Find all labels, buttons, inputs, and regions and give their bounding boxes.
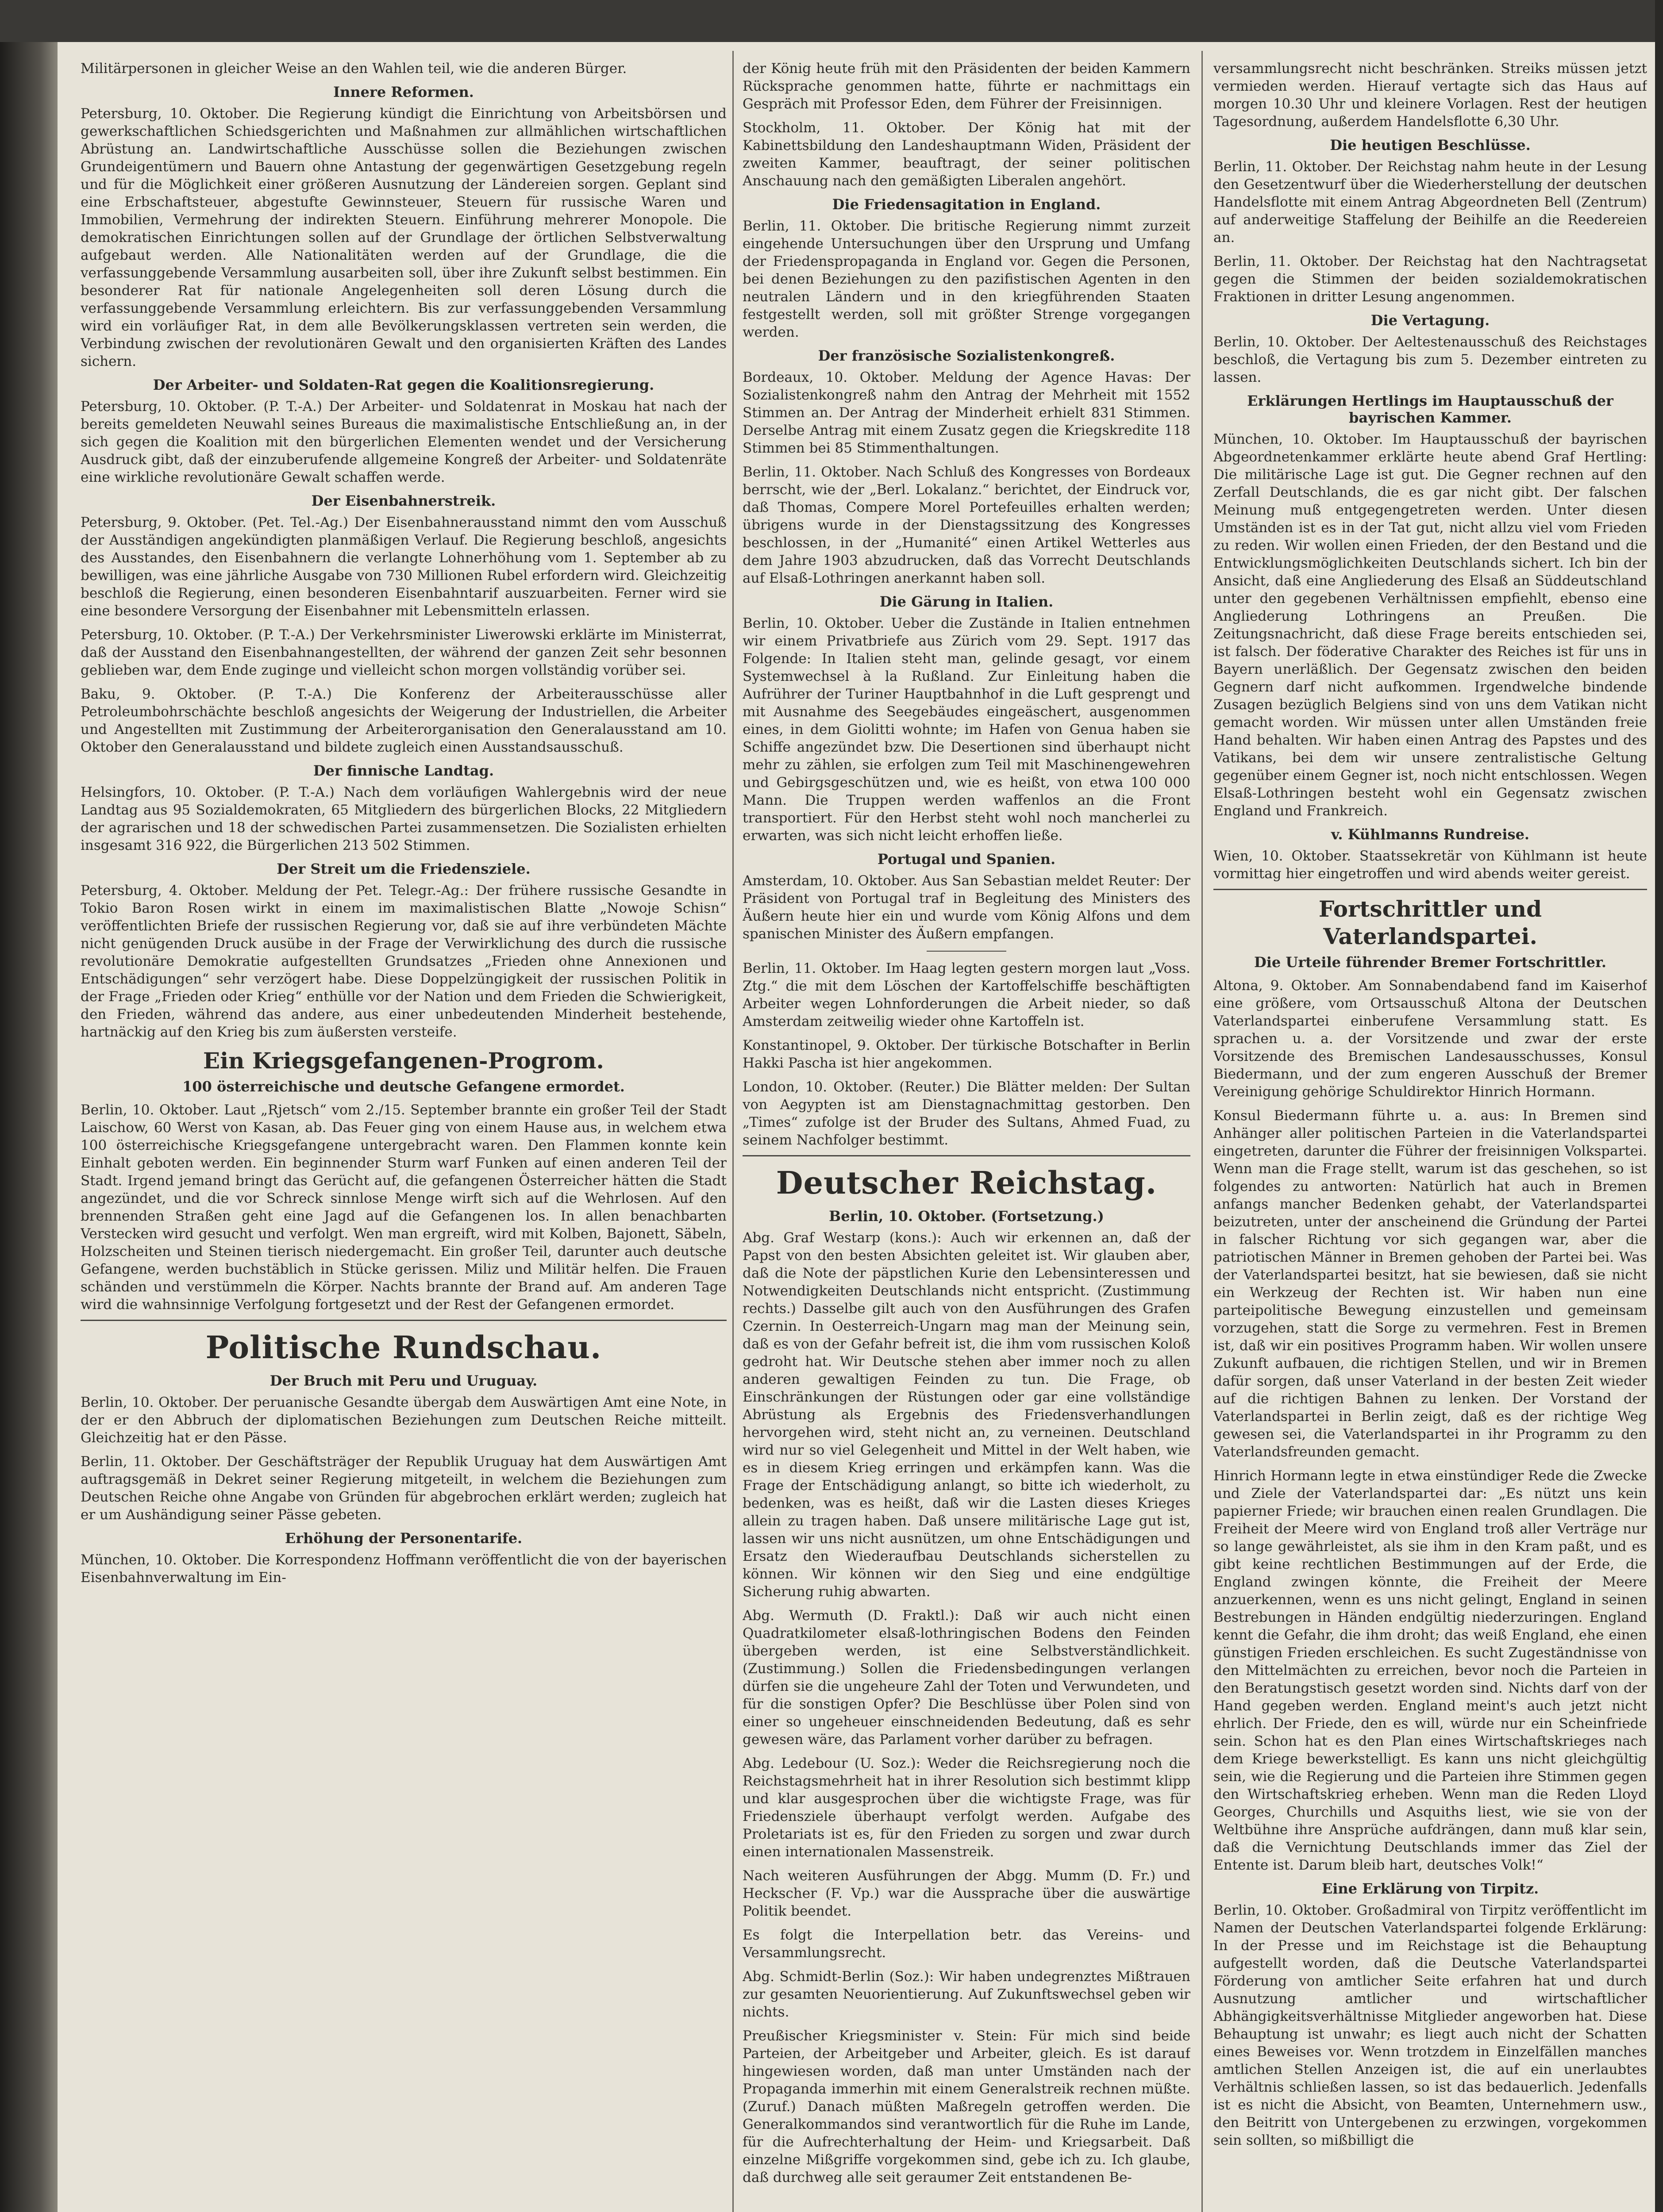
paragraph: Nach weiteren Ausführungen der Abgg. Mumm (D. Fr.) und Heckscher (F. Vp.) war die Aussprache über die auswärtige Politik beendet. bbox=[743, 1868, 1190, 1919]
paragraph: Berlin, 10. Oktober. Laut „Rjetsch“ vom 2./15. September brannte ein großer Teil der Stadt Laischow, 60 Werst von Kasan, ab. Das Feuer ging von einem Hause aus, in welchem etwa 100 österreichische Kriegsgefangene untergebracht waren. Den Flammen konnte kein Einhalt geboten werden. Ein beginnender Sturm warf Funken auf einen anderen Teil der Stadt. Irgend jemand bringt das Gerücht auf, die gefangenen Österreicher hätten die Stadt angezündet, und die vor Schreck sinnlose Menge wirft sich auf die Wehrlosen. Auf den brennenden Straßen geht eine Jagd auf die Gefangenen los. In allen benachbarten Verstecken wird gesucht und verfolgt. Wen man ergreift, wird mit Kolben, Bajonett, Säbeln, Holzscheiten und Steinen tierisch niedergemacht. Ein großer Teil, darunter auch deutsche Gefangene, werden buchstäblich in Stücke gerissen. Miliz und Militär helfen. Die Frauen schänden und verstümmeln die Körper. Nachts brannte der Brand auf. Am anderen Tage wird die wahnsinnige Verfolgung fortgesetzt und der Rest der Gefangenen ermordet. bbox=[81, 1102, 727, 1313]
paragraph: London, 10. Oktober. (Reuter.) Die Blätter melden: Der Sultan von Aegypten ist am Dienstagnachmittag gestorben. Den „Times“ zufolge ist der Bruder des Sultans, Ahmed Fuad, zu seinem Nachfolger bestimmt. bbox=[743, 1079, 1190, 1148]
section-heading: Die Vertagung. bbox=[1370, 312, 1490, 329]
paragraph: Berlin, 11. Oktober. Im Haag legten gestern morgen laut „Voss. Ztg.“ die mit dem Löschen der Kartoffelschiffe beschäftigten Arbeiter wegen Lohnforderungen die Arbeit nieder, so daß Amsterdam zeitweilig wieder ohne Kartoffeln ist. bbox=[743, 960, 1190, 1029]
paragraph: Berlin, 10. Oktober. Ueber die Zustände in Italien entnehmen wir einem Privatbriefe aus Zürich vom 29. Sept. 1917 das Folgende: In Italien steht man, gelinde gesagt, vor einem Systemwechsel à la Rußland. Zur Einleitung haben die Aufrührer der Turiner Hauptbahnhof in die Luft gesprengt und mit Ausnahme des Seegebäudes eingeäschert, ausgenommen eines, in dem Giolitti wohnte; im Hafen von Genua haben sie Schiffe angezündet bzw. Die Desertionen sind überhaupt nicht mehr zu zählen, sie erfolgen zum Teil mit Maschinengewehren und Gebirgsgeschützen und, wie es heißt, von etwa 100 000 Mann. Die Truppen werden waffenlos an die Front transportiert. Für den Herbst steht wohl noch mancherlei zu erwarten, was sich nicht leicht erhoffen ließe. bbox=[743, 615, 1190, 844]
subheadline: 100 österreichische und deutsche Gefangene ermordet. bbox=[182, 1078, 625, 1095]
section-heading: Portugal und Spanien. bbox=[877, 851, 1056, 868]
paragraph: Bordeaux, 10. Oktober. Meldung der Agence Havas: Der Sozialistenkongreß nahm den Antrag der Mehrheit mit 1552 Stimmen an. Der Antrag der Minderheit erhielt 831 Stimmen. Derselbe Antrag mit einem Zusatz gegen die Kriegskredite 118 Stimmen bei 85 Stimmenthaltungen. bbox=[743, 369, 1190, 456]
section-title: Politische Rundschau. bbox=[205, 1329, 602, 1366]
paragraph: Petersburg, 9. Oktober. (Pet. Tel.-Ag.) Der Eisenbahnerausstand nimmt den vom Ausschuß der Ausständigen angekündigten planmäßigen Verlauf. Die Regierung beschloß, angesichts des Ausstandes, den Eisenbahnern die verlangte Lohnerhöhung vom 1. September ab zu bewilligen, was eine jährliche Ausgabe von 730 Millionen Rubel erfordern wird. Gleichzeitig beschloß die Regierung, einen besonderen Eisenbahntarif auszuarbeiten. Ferner wird sie eine besondere Versorgung der Eisenbahner mit Lebensmitteln erlassen. bbox=[81, 515, 727, 619]
paragraph: Berlin, 11. Oktober. Der Reichstag hat den Nachtragsetat gegen die Stimmen der beiden sozialdemokratischen Fraktionen in dritter Lesung angenommen. bbox=[1213, 253, 1647, 305]
section-heading: Die Friedensagitation in England. bbox=[832, 196, 1101, 213]
divider bbox=[81, 1320, 727, 1321]
paragraph: Helsingfors, 10. Oktober. (P. T.-A.) Nach dem vorläufigen Wahlergebnis wird der neue Landtag aus 95 Sozialdemokraten, 65 Mitgliedern des bürgerlichen Blocks, 22 Mitgliedern der agrarischen und 18 der schwedischen Partei zusammensetzen. Die Sozialisten erhielten insgesamt 316 922, die Bürgerlichen 213 502 Stimmen. bbox=[81, 784, 727, 853]
section-heading: Der Bruch mit Peru und Uruguay. bbox=[269, 1372, 538, 1389]
paragraph: Petersburg, 4. Oktober. Meldung der Pet. Telegr.-Ag.: Der frühere russische Gesandte in Tokio Baron Rosen wirkt in einem im maximalistischen Blatte „Nowoje Schisn“ veröffentlichten Briefe der russischen Regierung vor, daß sie auf ihre verbündeten Mächte nicht genügenden Druck ausübe in der Frage der Verwirklichung des durch die russische revolutionäre Demokratie aufgestellten Grundsatzes „Frieden ohne Annexionen und Entschädigungen“ sehr verzögert habe. Diese Doppelzüngigkeit der russischen Politik in der Frage „Frieden oder Krieg“ enthülle vor der Nation und dem Frieden die Schwierigkeit, den Frieden, während das andere, aus einer unbedeutenden Minderheit bestehende, hartnäckig auf den Krieg bis zum äußersten versteife. bbox=[81, 883, 727, 1040]
column-left bbox=[81, 60, 727, 1593]
paragraph: Berlin, 11. Oktober. Der Geschäftsträger der Republik Uruguay hat dem Auswärtigen Amt auftragsgemäß in Dekret seiner Regierung mitgeteilt, in welchem die Beziehungen zum Deutschen Reiche ohne Angabe von Gründen für abgebrochen erklärt werden; zugleich hat er um Aushändigung seiner Pässe gebeten. bbox=[81, 1454, 727, 1523]
paragraph: Abg. Schmidt-Berlin (Soz.): Wir haben undegrenztes Mißtrauen zur gesamten Neuorientierung. Auf Zukunftswechsel geben wir nichts. bbox=[743, 1969, 1190, 2020]
paragraph: München, 10. Oktober. Die Korrespondenz Hoffmann veröffentlicht die von der bayerischen Eisenbahnverwaltung im Ein- bbox=[81, 1552, 727, 1586]
divider bbox=[1213, 889, 1647, 890]
section-heading: Innere Reformen. bbox=[333, 84, 474, 100]
dateline: Berlin, 10. Oktober. (Fortsetzung.) bbox=[829, 1208, 1104, 1225]
divider bbox=[927, 951, 1006, 952]
subheadline: Die Urteile führender Bremer Fortschrittler. bbox=[1254, 954, 1606, 971]
paragraph: der König heute früh mit den Präsidenten der beiden Kammern Rücksprache genommen hatte, führte er nachmittags ein Gespräch mit Professor Eden, dem Führer der Freisinnigen. bbox=[743, 61, 1190, 112]
paragraph: versammlungsrecht nicht beschränken. Streiks müssen jetzt vermieden werden. Hierauf vertagte sich das Haus auf morgen 10.30 Uhr und kleinere Vorlagen. Rest der heutigen Tagesordnung, außerdem Handelsflotte 6,30 Uhr. bbox=[1213, 61, 1647, 130]
section-title: Deutscher Reichstag. bbox=[776, 1164, 1157, 1201]
paragraph: Konsul Biedermann führte u. a. aus: In Bremen sind Anhänger aller politischen Parteien in die Vaterlandspartei eingetreten, darunter die Führer der freisinnigen Volkspartei. Wenn man die Frage stellt, warum ist das geschehen, so ist folgendes zu antworten: Natürlich hat auch in Bremen anfangs mancher Bedenken gehabt, der Vaterlandspartei beizutreten, unter der anscheinend die Gründung der Partei in falscher Richtung vor sich gegangen war, aber die patriotischen Männer in Bremen gehoben der Partei bei. Was der Vaterlandspartei besitzt, hat sie bewiesen, daß sie nicht ein Werkzeug der Rechten ist. Wir haben nun eine parteipolitische Bewegung einzustellen und gemeinsam vorzugehen, statt die Sorge zu vermehren. Fest in Bremen ist, daß wir ein positives Programm haben. Wir wollen unsere Zukunft aufbauen, die richtigen Stellen, und wir in Bremen dafür sorgen, daß unser Vaterland in der besten Zeit wieder auf die richtigen Bahnen zu lenken. Der Vorstand der Vaterlandspartei in Berlin zeigt, daß es der richtige Weg gewesen sei, die Vaterlandspartei in ihr Programm zu den Vaterlandsfreunden gemacht. bbox=[1213, 1108, 1647, 1460]
divider bbox=[743, 1155, 1190, 1156]
paragraph: Berlin, 10. Oktober. Großadmiral von Tirpitz veröffentlicht im Namen der Deutschen Vaterlandspartei folgende Erklärung: In der Presse und im Reichstage ist die Behauptung aufgestellt worden, daß die Deutsche Vaterlandspartei Förderung von amtlicher Seite erfahren hat und durch Ausnutzung amtlicher und wirtschaftlicher Abhängigkeitsverhältnisse Mitglieder angeworben hat. Diese Behauptung ist unwahr; es liegt auch nicht der Schatten eines Beweises vor. Wenn trotzdem in Einzelfällen manches amtlichen Stellen Anzeigen ist, die auf ein unerlaubtes Verhältnis schließen lassen, so ist das bedauerlich. Jedenfalls ist es nicht die Absicht, von Beamten, Unternehmern usw., den Beitritt von Untergebenen zu erzwingen, vorgekommen sein sollten, so mißbilligt die bbox=[1213, 1902, 1647, 2148]
paragraph: Amsterdam, 10. Oktober. Aus San Sebastian meldet Reuter: Der Präsident von Portugal traf in Begleitung des Ministers des Äußern heute hier ein und wurde vom König Alfons und dem spanischen Minister des Äußern empfangen. bbox=[743, 873, 1190, 942]
paragraph: Petersburg, 10. Oktober. (P. T.-A.) Der Arbeiter- und Soldatenrat in Moskau hat nach der bereits gemeldeten Neuwahl seines Bureaus die maximalistische Entschließung an, in der sich gegen die Koalition mit den bürgerlichen Elementen wendet und der Versicherung Ausdruck gibt, daß der einzuberufende allgemeine Kongreß der Arbeiter- und Soldatenräte eine wirkliche revolutionäre Gewalt schaffen werde. bbox=[81, 399, 727, 485]
headline: Fortschrittler und Vaterlandspartei. bbox=[1318, 896, 1542, 949]
paragraph: Berlin, 11. Oktober. Der Reichstag nahm heute in der Lesung den Gesetzentwurf über die Wiederherstellung der deutschen Handelsflotte mit einem Antrag Abgeordneten Bell (Zentrum) auf anderweitige Staffelung der Beihilfe an die Reedereien an. bbox=[1213, 159, 1647, 246]
book-binding bbox=[0, 42, 58, 2212]
paragraph: Altona, 9. Oktober. Am Sonnabendabend fand im Kaiserhof eine größere, vom Ortsausschuß Altona der Deutschen Vaterlandspartei einberufene Versammlung statt. Es sprachen u. a. der Vorsitzende und zwar der erste Vorsitzende des Bremischen Landesausschusses, Konsul Biedermann, und der zum engeren Ausschuß der Bremer Vereinigung gehörige Schuldirektor Hinrich Hormann. bbox=[1213, 978, 1647, 1100]
newspaper-page bbox=[58, 42, 1655, 2212]
section-heading: Eine Erklärung von Tirpitz. bbox=[1321, 1880, 1539, 1897]
section-heading: Der finnische Landtag. bbox=[313, 762, 494, 779]
paragraph: Petersburg, 10. Oktober. (P. T.-A.) Der Verkehrsminister Liwerowski erklärte im Ministerrat, daß der Ausstand den Eisenbahnangestellten, der während der ganzen Zeit sehr besonnen geblieben war, dem Ende zuginge und vielleicht schon morgen vollständig vorüber sei. bbox=[81, 627, 727, 678]
paragraph: Petersburg, 10. Oktober. Die Regierung kündigt die Einrichtung von Arbeitsbörsen und gewerkschaftlichen Schiedsgerichten und Maßnahmen zur allmählichen wirtschaftlichen Abrüstung an. Landwirtschaftliche Ausschüsse sollen die Beziehungen zwischen Grundeigentümern und Bauern ohne Antastung der gegenwärtigen Gesetzgebung regeln und für die Möglichkeit einer größeren Ausnutzung der Ländereien sorgen. Geplant sind eine Erbschaftsteuer, abgestufte Gewinnsteuer, Steuern für russische Waren und Immobilien, Vermehrung der indirekten Steuern. Einführung mehrerer Monopole. Die demokratischen Einrichtungen sollen auf der Grundlage der örtlichen Selbstverwaltung aufgebaut werden. Alle Nationalitäten werden auf der Grundlage, die die verfassunggebende Versammlung ausarbeiten soll, über ihre Zukunft selbst bestimmen. Ein besonderer Rat für nationale Angelegenheiten soll deren Lösung durch die verfassunggebende Versammlung erleichtern. Bis zur verfassunggebenden Versammlung wird ein vorläufiger Rat, in dem alle Bevölkerungsklassen vertreten sein werden, die Verbindung zwischen der revolutionären Gewalt und den organisierten Kräften des Landes sichern. bbox=[81, 106, 727, 369]
column-rule bbox=[732, 51, 734, 2212]
page-edge bbox=[1655, 0, 1663, 2212]
paragraph: Berlin, 11. Oktober. Die britische Regierung nimmt zurzeit eingehende Untersuchungen über den Ursprung und Umfang der Friedenspropaganda in England vor. Gegen die Personen, bei denen Beziehungen zu den pazifistischen Agenten in den neutralen Ländern und in den kriegführenden Staaten festgestellt werden, soll mit größter Strenge vorgegangen werden. bbox=[743, 218, 1190, 340]
paragraph: Abg. Graf Westarp (kons.): Auch wir erkennen an, daß der Papst von den besten Absichten geleitet ist. Wir glauben aber, daß die Note der päpstlichen Kurie den Lebensinteressen und Notwendigkeiten Deutschlands nicht entspricht. (Zustimmung rechts.) Dasselbe gilt auch von den Ausführungen des Grafen Czernin. In Oesterreich-Ungarn mag man der Meinung sein, daß es von der Gefahr befreit ist, die ihm vom russischen Koloß gedroht hat. Wir Deutsche stehen aber immer noch zu allen anderen gewaltigen Feinden zu tun. Die Frage, ob Einschränkungen der Rüstungen oder gar eine vollständige Abrüstung als Ergebnis des Friedensverhandlungen hervorgehen wird, steht nicht an, zu verneinen. Deutschland wird nur so viel Gelegenheit und Mittel in der Welt haben, wie es in diesem Krieg erringen und erkämpfen kann. Was die Frage der Entschädigung anlangt, so bitte ich wiederholt, zu bedenken, was es heißt, daß wir die Lasten dieses Krieges allein zu tragen haben. Daß unsere militärische Lage gut ist, lassen wir uns nicht ausnützen, um ohne Entschädigungen und Ersatz den Wiederaufbau Deutschlands sicherstellen zu können. Wir können wir den Sieg und eine endgültige Sicherung ruhig abwarten. bbox=[743, 1230, 1190, 1600]
paragraph: Konstantinopel, 9. Oktober. Der türkische Botschafter in Berlin Hakki Pascha ist hier angekommen. bbox=[743, 1037, 1190, 1071]
paragraph: Stockholm, 11. Oktober. Der König hat mit der Kabinettsbildung den Landeshauptmann Widen, Präsident der zweiten Kammer, beauftragt, der seiner politischen Anschauung nach den gemäßigten Liberalen angehört. bbox=[743, 120, 1190, 189]
paragraph: Es folgt die Interpellation betr. das Vereins- und Versammlungsrecht. bbox=[743, 1927, 1190, 1961]
column-right bbox=[1213, 60, 1647, 2155]
section-heading: Erhöhung der Personentarife. bbox=[285, 1530, 523, 1547]
section-heading: Erklärungen Hertlings im Hauptausschuß der bayrischen Kammer. bbox=[1247, 392, 1613, 426]
paragraph: Wien, 10. Oktober. Staatssekretär von Kühlmann ist heute vormittag hier eingetroffen und wird abends weiter gereist. bbox=[1213, 848, 1647, 882]
headline: Ein Kriegsgefangenen-Progrom. bbox=[203, 1048, 604, 1074]
paragraph: Berlin, 11. Oktober. Nach Schluß des Kongresses von Bordeaux berrscht, wie der „Berl. Lokalanz.“ berichtet, der Eindruck vor, daß Thomas, Compere Morel Portefeuilles erhalten werden; übrigens wurde in der Dienstagssitzung des Kongresses beschlossen, in der „Humanité“ einen Artikel Wetterles aus dem Jahre 1903 abzudrucken, daß das Vorrecht Deutschlands auf Elsaß-Lothringen anerkannt haben soll. bbox=[743, 464, 1190, 586]
section-heading: Der Eisenbahnerstreik. bbox=[311, 492, 496, 509]
column-rule bbox=[1201, 51, 1203, 2212]
paragraph: München, 10. Oktober. Im Hauptausschuß der bayrischen Abgeordnetenkammer erklärte heute abend Graf Hertling: Die militärische Lage ist gut. Die Gegner rechnen auf den Zerfall Deutschlands, die es gar nicht gibt. Der falschen Meinung muß entgegengetreten werden. Unter diesen Umständen ist es in der Tat gut, nicht allzu viel vom Frieden zu reden. Wir wollen einen Frieden, der den Bestand und die Entwicklungsmöglichkeiten Deutschlands sichert. Ich bin der Ansicht, daß eine Angliederung des Elsaß an Süddeutschland unter den gegebenen Verhältnissen empfiehlt, ebenso eine Angliederung Lothringens an Preußen. Die Zeitungsnachricht, daß diese Frage bereits entschieden sei, ist falsch. Der föderative Charakter des Reiches ist für uns in Bayern unerläßlich. Der Gegensatz zwischen den beiden Gegnern darf nicht aufkommen. Irgendwelche bindende Zusagen bezüglich Belgiens sind von uns dem Vatikan nicht gemacht worden. Wir müssen unter allen Umständen freie Hand behalten. Wir haben einen Antrag des Papstes und des Vatikans, bei dem wir unsere zentralistische Geltung gegenüber einem Gegner ist, noch nicht entschlossen. Wegen Elsaß-Lothringen besteht wohl ein Gegensatz zwischen England und Frankreich. bbox=[1213, 431, 1647, 819]
section-heading: Der Arbeiter- und Soldaten-Rat gegen die Koalitionsregierung. bbox=[153, 376, 654, 393]
paragraph: Baku, 9. Oktober. (P. T.-A.) Die Konferenz der Arbeiterausschüsse aller Petroleumbohrschächte beschloß angesichts der Weigerung der Industriellen, die Arbeiter und Angestellten mit Zustimmung der Arbeiterorganisation den Generalausstand am 10. Oktober den Generalausstand und bildete zugleich einen Ausstandsausschuß. bbox=[81, 686, 727, 755]
paragraph: Preußischer Kriegsminister v. Stein: Für mich sind beide Parteien, der Arbeitgeber und Arbeiter, gleich. Es ist darauf hingewiesen worden, daß man unter Umständen nach der Propaganda immerhin mit einem Generalstreik rechnen müßte. (Zuruf.) Danach müßten Maßregeln getroffen werden. Die Generalkommandos sind verantwortlich für die Ruhe im Lande, für die Aufrechterhaltung der Heim- und Kriegsarbeit. Daß einzelne Mißgriffe vorgekommen sind, gebe ich zu. Ich glaube, daß durchweg alle seit geraumer Zeit entstandenen Be- bbox=[743, 2028, 1190, 2185]
section-heading: Die heutigen Beschlüsse. bbox=[1330, 137, 1531, 154]
paragraph: Abg. Wermuth (D. Fraktl.): Daß wir auch nicht einen Quadratkilometer elsaß-lothringischen Bodens den Feinden übergeben werden, ist eine Selbstverständlichkeit. (Zustimmung.) Sollen die Friedensbedingungen verlangen dürfen sie die ungeheure Zahl der Toten und Verwundeten, und für die sonstigen Opfer? Die Beschlüsse über Polen sind von einer so ungeheuer einschneidenden Bedeutung, daß es sehr gewesen wäre, das Parlament vorher darüber zu befragen. bbox=[743, 1608, 1190, 1747]
section-heading: v. Kühlmanns Rundreise. bbox=[1331, 826, 1530, 843]
paragraph: Militärpersonen in gleicher Weise an den Wahlen teil, wie die anderen Bürger. bbox=[81, 61, 627, 77]
paragraph: Abg. Ledebour (U. Soz.): Weder die Reichsregierung noch die Reichstagsmehrheit hat in ihrer Resolution sich bestimmt klipp und klar ausgesprochen über die wichtigste Frage, was für Friedensziele überhaupt verfolgt werden. Aufgabe des Proletariats ist es, für den Frieden zu sorgen und zwar durch einen internationalen Massenstreik. bbox=[743, 1755, 1190, 1860]
section-heading: Die Gärung in Italien. bbox=[879, 593, 1054, 610]
paragraph: Hinrich Hormann legte in etwa einstündiger Rede die Zwecke und Ziele der Vaterlandspartei dar: „Es nützt uns kein papierner Friede; wir brauchen einen realen Grundlagen. Die Freiheit der Meere wird von England troß aller Verträge nur so lange gewährleistet, als sie ihm in den Kram paßt, und es gibt keine rechtlichen Bestimmungen auf der Erde, die England zwingen könnte, die Freiheit der Meere anzuerkennen, wenn es uns nicht gelingt, England in seinen Bestrebungen in Händen endgültig niederzuringen. England kennt die Gefahr, die ihm droht; das weiß England, ehe einen günstigen Frieden erschleichen. Es sucht Zugeständnisse von den Mittelmächten zu erreichen, bevor noch die Parteien in den Beratungstisch gesetzt worden sind. Nichts darf von der Hand gegeben werden. England meint's auch jetzt nicht ehrlich. Der Friede, den es will, würde nur ein Scheinfriede sein. Schon hat es den Plan eines Wirtschaftskrieges nach dem Kriege bewerkstelligt. Es kann uns nicht gleichgültig sein, wie die Regierung und die Parteien ihre Stimmen gegen den Wirtschaftskrieg erheben. Wenn man die Reden Lloyd Georges, Churchills und Asquiths liest, wie sie von der Weltbühne ihre Ansprüche aufdrängen, dann muß klar sein, daß die Vernichtung Deutschlands immer das Ziel der Entente ist. Darum bleib hart, deutsches Volk!“ bbox=[1213, 1468, 1647, 1873]
section-heading: Der Streit um die Friedensziele. bbox=[277, 860, 531, 877]
paragraph: Berlin, 10. Oktober. Der Aeltestenausschuß des Reichstages beschloß, die Vertagung bis zum 5. Dezember eintreten zu lassen. bbox=[1213, 334, 1647, 385]
column-middle bbox=[743, 60, 1190, 2193]
section-heading: Der französische Sozialistenkongreß. bbox=[818, 347, 1115, 364]
paragraph: Berlin, 10. Oktober. Der peruanische Gesandte übergab dem Auswärtigen Amt eine Note, in der er den Abbruch der diplomatischen Beziehungen zum Deutschen Reiche mitteilt. Gleichzeitig hat er den Pässe. bbox=[81, 1394, 727, 1446]
